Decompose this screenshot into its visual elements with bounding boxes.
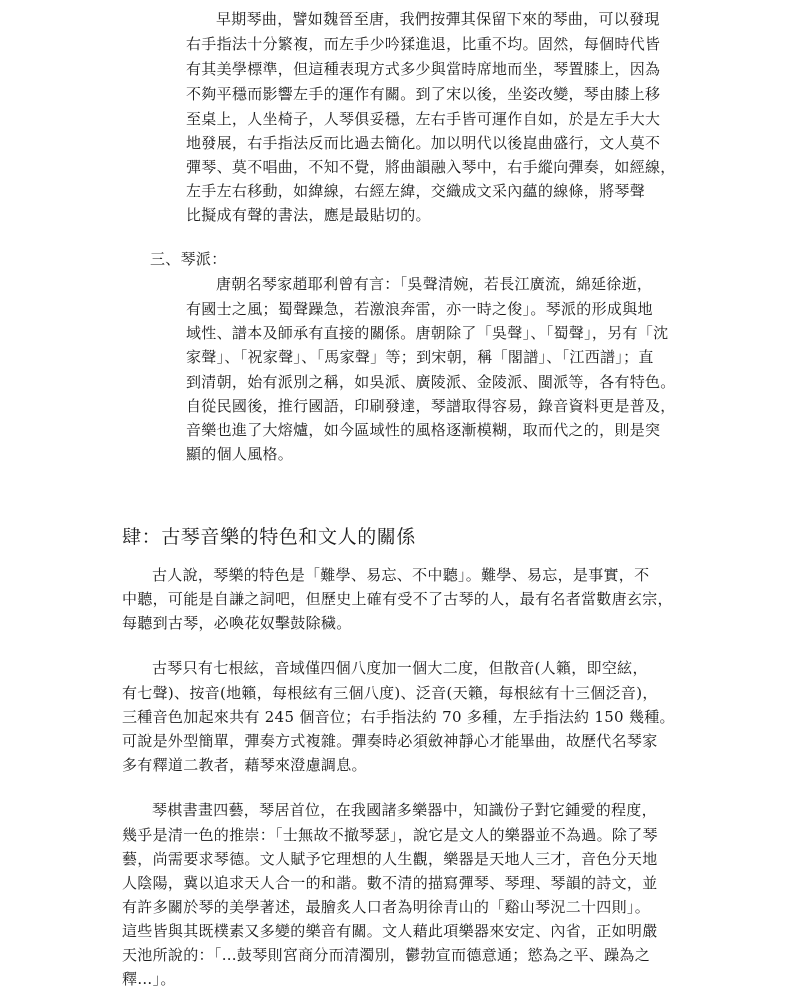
text-line: 古人說，琴樂的特色是「難學、易忘、不中聽」。難學、易忘，是事實，不 — [152, 566, 650, 584]
text-line: 多有釋道二教者，藉琴來澄慮調息。 — [122, 756, 367, 774]
text-line: 有七聲)、按音(地籟，每根絃有三個八度)、泛音(天籟，每根絃有十三個泛音)， — [122, 684, 658, 702]
text-line: 右手指法十分繁複，而左手少吟猱進退，比重不均。固然，每個時代皆 — [186, 35, 661, 53]
text-line: 中聽，可能是自謙之詞吧，但歷史上確有受不了古琴的人，最有名者當數唐玄宗， — [122, 590, 673, 608]
text-line: 藝，尚需要求琴德。文人賦予它理想的人生觀，樂器是天地人三才，音色分天地 — [122, 850, 658, 868]
text-line: 三種音色加起來共有 245 個音位；右手指法約 70 多種，左手指法約 150 幾種。 — [122, 708, 675, 726]
text-line: 比擬成有聲的書法，應是最貼切的。 — [186, 206, 431, 224]
text-line: 域性、譜本及師承有直接的關係。唐朝除了「吳聲」、「蜀聲」，另有「沈 — [186, 324, 669, 342]
text-line: 人陰陽，冀以追求天人合一的和諧。數不清的描寫彈琴、琴理、琴韻的詩文，並 — [122, 874, 658, 892]
text-line: 有其美學標準，但這種表現方式多少與當時席地而坐，琴置膝上，因為 — [186, 60, 661, 78]
text-line: 有國士之風；蜀聲躁急，若激浪奔雷，亦一時之俊」。琴派的形成與地 — [186, 300, 653, 318]
text-line: 自從民國後，推行國語，印刷發達，琴譜取得容易，錄音資料更是普及， — [186, 397, 676, 415]
text-line: 至桌上，人坐椅子，人琴俱妥穩，左右手皆可運作自如，於是左手大大 — [186, 110, 661, 128]
text-line: 到清朝，始有派別之稱，如吳派、廣陵派、金陵派、閩派等，各有特色。 — [186, 373, 676, 391]
text-line: 有許多關於琴的美學著述，最膾炙人口者為明徐青山的「谿山琴況二十四則」。 — [122, 898, 651, 916]
text-line: 唐朝名琴家趙耶利曾有言：「吳聲清婉，若長江廣流，綿延徐逝， — [216, 275, 653, 293]
text-line: 琴棋書畫四藝，琴居首位，在我國諸多樂器中，知識份子對它鍾愛的程度， — [152, 801, 657, 819]
text-line: 釋…」。 — [122, 970, 176, 988]
text-line: 不夠平穩而影響左手的運作有關。到了宋以後，坐姿改變，琴由膝上移 — [186, 85, 661, 103]
chapter-heading: 肆：古琴音樂的特色和文人的關係 — [122, 526, 417, 548]
text-line: 地發展，右手指法反而比過去簡化。加以明代以後崑曲盛行，文人莫不 — [186, 134, 661, 152]
text-line: 家聲」、「祝家聲」、「馬家聲」等；到宋朝，稱「閣譜」、「江西譜」；直 — [186, 348, 654, 366]
text-line: 這些皆與其既樸素又多變的樂音有關。文人藉此項樂器來安定、內省，正如明嚴 — [122, 922, 658, 940]
text-line: 古琴只有七根絃，音域僅四個八度加一個大二度，但散音(人籟，即空絃， — [152, 659, 648, 677]
section-heading-qin-schools: 三、琴派： — [150, 250, 227, 268]
text-line: 可說是外型簡單，彈奏方式複雜。彈奏時必須斂神靜心才能畢曲，故歷代名琴家 — [122, 732, 658, 750]
text-line: 左手左右移動，如緯線，右經左緯，交織成文采內蘊的線條，將琴聲 — [186, 182, 646, 200]
text-line: 早期琴曲，譬如魏晉至唐，我們按彈其保留下來的琴曲，可以發現 — [216, 10, 660, 28]
text-line: 每聽到古琴，必喚花奴擊鼓除穢。 — [122, 614, 352, 632]
text-line: 顯的個人風格。 — [186, 445, 294, 463]
text-line: 彈琴、莫不唱曲，不知不覺，將曲韻融入琴中，右手縱向彈奏，如經線， — [186, 158, 676, 176]
text-line: 音樂也進了大熔爐，如今區域性的風格逐漸模糊，取而代之的，則是突 — [186, 421, 661, 439]
text-line: 天池所說的：「…鼓琴則宮商分而清濁別，鬱勃宣而德意通；慾為之平、躁為之 — [122, 946, 651, 964]
text-line: 幾乎是清一色的推崇：「士無故不撤琴瑟」，說它是文人的樂器並不為過。除了琴 — [122, 826, 658, 844]
